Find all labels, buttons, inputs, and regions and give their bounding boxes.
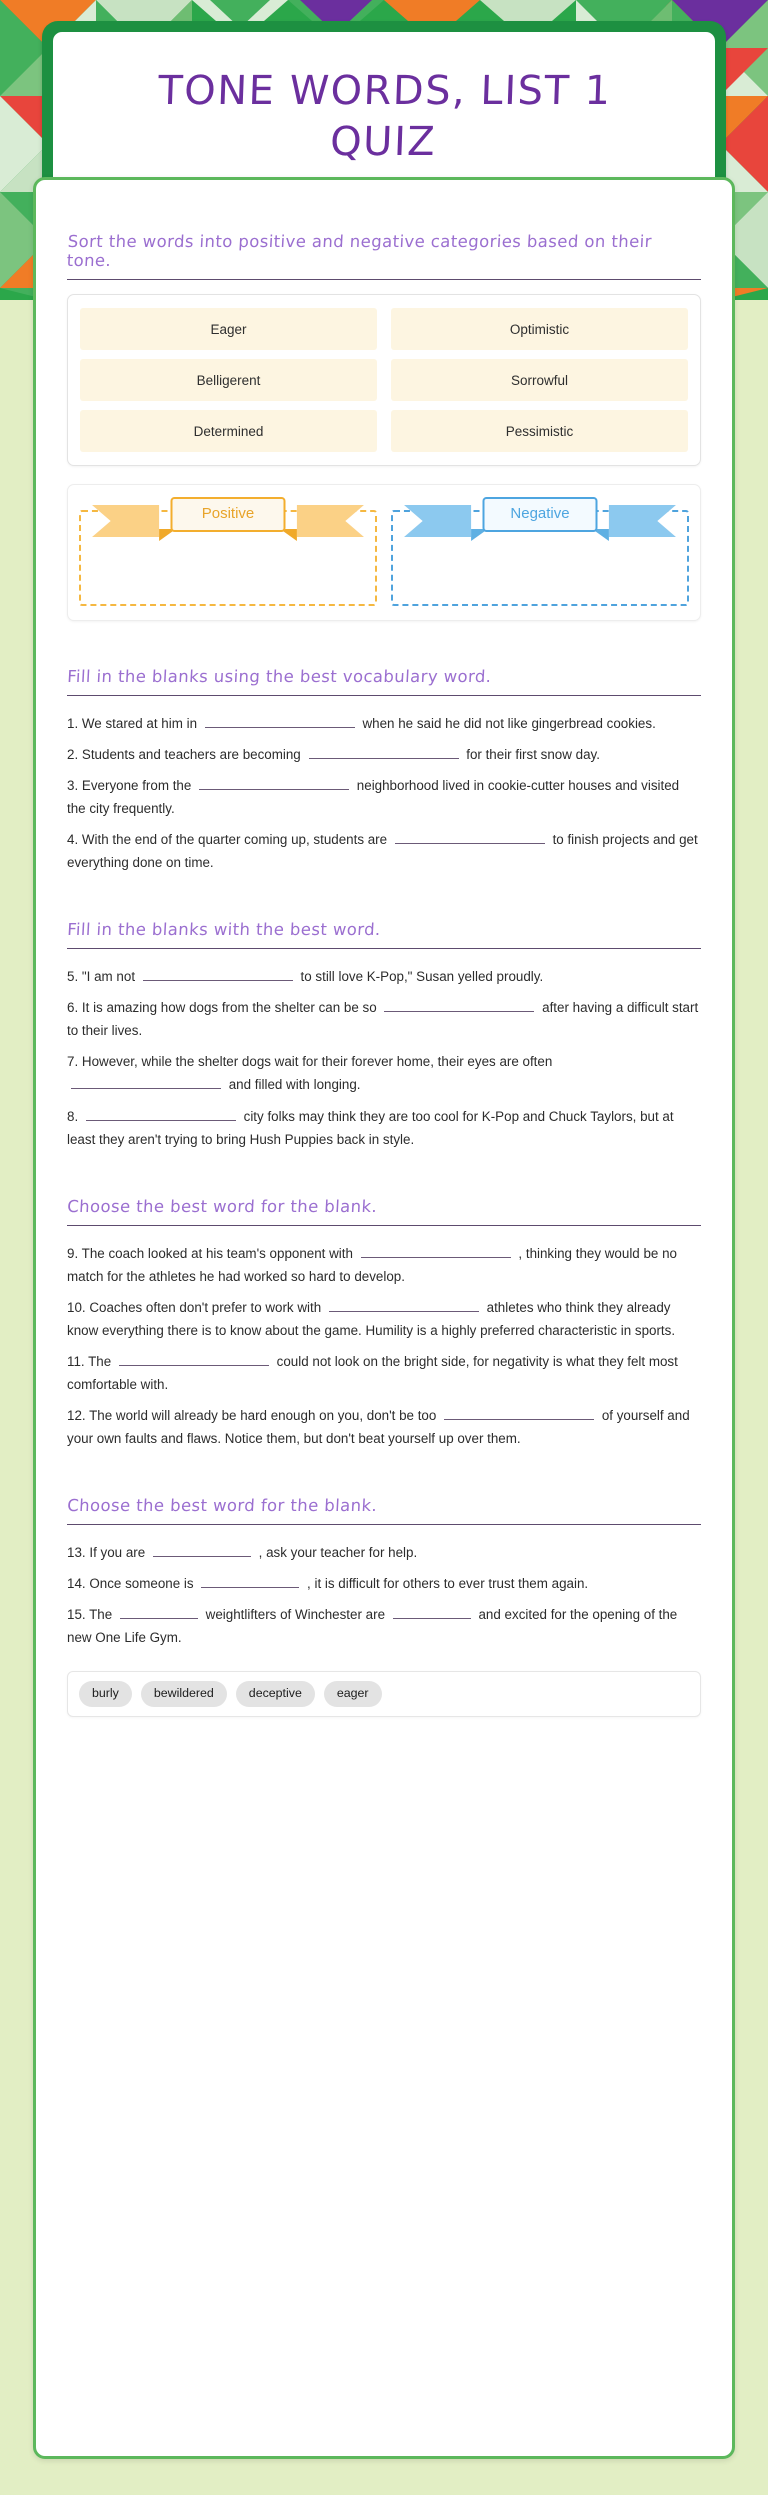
question-text: weightlifters of Winchester are: [205, 1607, 386, 1623]
question-item: [67, 1541, 701, 1564]
question-text: , ask your teacher for help.: [258, 1544, 418, 1560]
section-choose-best-word-2: [67, 1496, 701, 1717]
question-item: [67, 1603, 701, 1649]
dropzone-negative[interactable]: [391, 495, 689, 606]
spacer: [67, 1151, 701, 1197]
question-number: 5.: [67, 969, 79, 985]
question-number: 9.: [67, 1245, 79, 1261]
section-heading-sort: Sort the words into positive and negative categories based on their tone.: [66, 232, 653, 270]
question-number: 3.: [67, 778, 79, 794]
negative-drop-area[interactable]: [391, 510, 689, 606]
question-item: [67, 996, 701, 1042]
page-title: TONE WORDS, LIST 1 QUIZ: [157, 68, 613, 166]
section-heading-fill-vocabulary: Fill in the blanks using the best vocabulary word.: [66, 667, 492, 686]
question-item: [67, 965, 701, 988]
section-rule: [67, 948, 701, 949]
answer-blank[interactable]: [395, 831, 545, 844]
question-number: 14.: [67, 1576, 86, 1592]
question-list: [67, 1539, 701, 1649]
question-text: The world will already be hard enough on you, don't be too: [89, 1407, 437, 1423]
spacer: [67, 1450, 701, 1496]
question-text: city folks may think they are too cool for K-Pop and Chuck Taylors, but at least they aren't trying to bring Hush Puppies back in style.: [67, 1108, 674, 1147]
question-item: [67, 1404, 701, 1450]
word-tile[interactable]: Sorrowful: [391, 359, 688, 401]
word-tile[interactable]: Belligerent: [80, 359, 377, 401]
question-text: , it is difficult for others to ever trust them again.: [307, 1576, 589, 1592]
question-text: With the end of the quarter coming up, students are: [81, 832, 388, 848]
question-text: to finish projects and get everything done on time.: [67, 832, 698, 871]
question-number: 4.: [67, 832, 79, 848]
word-tile[interactable]: Optimistic: [391, 308, 688, 350]
question-text: Once someone is: [89, 1576, 194, 1592]
answer-blank[interactable]: [199, 777, 349, 790]
word-bank-card: [67, 294, 701, 466]
section-choose-best-word-1: [67, 1197, 701, 1450]
answer-blank[interactable]: [309, 746, 459, 759]
word-tile[interactable]: Determined: [80, 410, 377, 452]
question-list: [67, 1240, 701, 1450]
question-text: when he said he did not like gingerbread cookies.: [362, 716, 656, 731]
question-item: [67, 1105, 701, 1151]
dropzone-positive[interactable]: [79, 495, 377, 606]
question-text: It is amazing how dogs from the shelter can be so: [81, 1000, 377, 1016]
question-number: 13.: [67, 1544, 86, 1560]
worksheet-body-card: [33, 177, 735, 2459]
question-text: of yourself and your own faults and flaws. Notice them, but don't beat yourself up over them.: [67, 1407, 690, 1446]
question-number: 8.: [67, 1108, 79, 1124]
question-item: [67, 1242, 701, 1288]
question-text: could not look on the bright side, for negativity is what they felt most comfortable with.: [67, 1353, 678, 1392]
answer-blank[interactable]: [201, 1575, 299, 1588]
question-number: 12.: [67, 1407, 86, 1423]
question-text: and filled with longing.: [228, 1077, 361, 1093]
answer-blank[interactable]: [384, 999, 534, 1012]
question-text: and excited for the opening of the new One Life Gym.: [67, 1607, 678, 1646]
question-text: We stared at him in: [81, 716, 198, 731]
question-number: 11.: [67, 1353, 85, 1369]
question-number: 10.: [67, 1299, 86, 1315]
question-item: [67, 774, 701, 820]
answer-chip[interactable]: deceptive: [236, 1681, 315, 1707]
question-text: If you are: [89, 1544, 146, 1560]
answer-chip[interactable]: eager: [324, 1681, 382, 1707]
question-list: [67, 710, 701, 874]
question-number: 15.: [67, 1607, 86, 1623]
section-fill-vocabulary: [67, 667, 701, 874]
section-heading-fill-best-word: Fill in the blanks with the best word.: [66, 920, 382, 940]
answer-blank[interactable]: [143, 968, 293, 981]
spacer: [67, 874, 701, 920]
question-text: Coaches often don't prefer to work with: [89, 1299, 322, 1315]
positive-drop-area[interactable]: [79, 510, 377, 606]
question-number: 6.: [67, 1000, 79, 1016]
question-number: 2.: [67, 747, 79, 763]
answer-blank[interactable]: [119, 1352, 269, 1365]
answer-chip-bank: [67, 1671, 701, 1717]
question-text: However, while the shelter dogs wait for their forever home, their eyes are often: [81, 1054, 553, 1070]
question-text: athletes who think they already know everything there is to know about the game. Humility is a highly preferred characteristic in sports.: [67, 1299, 676, 1338]
question-item: [67, 1296, 701, 1342]
answer-blank[interactable]: [205, 715, 355, 728]
section-rule: [67, 1524, 701, 1525]
question-item: [67, 743, 701, 766]
question-item: [67, 828, 701, 874]
question-number: 7.: [67, 1054, 79, 1070]
section-rule: [67, 695, 701, 696]
answer-blank[interactable]: [71, 1076, 221, 1089]
question-text: The coach looked at his team's opponent with: [81, 1245, 353, 1261]
question-text: after having a difficult start to their lives.: [67, 1000, 699, 1039]
word-tile[interactable]: Eager: [80, 308, 377, 350]
answer-blank[interactable]: [86, 1107, 236, 1120]
answer-blank[interactable]: [361, 1244, 511, 1257]
question-item: [67, 712, 701, 735]
question-text: Everyone from the: [81, 778, 192, 794]
section-sort-words: [67, 232, 701, 621]
question-text: neighborhood lived in cookie-cutter houses and visited the city frequently.: [67, 778, 680, 817]
question-item: [67, 1050, 701, 1096]
question-text: for their first snow day.: [466, 747, 600, 763]
question-text: , thinking they would be no match for the athletes he had worked so hard to develop.: [67, 1245, 677, 1284]
question-number: 1.: [67, 716, 79, 731]
answer-blank[interactable]: [120, 1606, 198, 1619]
section-fill-best-word: [67, 920, 701, 1150]
question-item: [67, 1572, 701, 1595]
negative-label: Negative: [483, 497, 598, 532]
positive-label: Positive: [171, 497, 286, 532]
section-heading-choose-best-word-1: Choose the best word for the blank.: [66, 1196, 378, 1216]
question-text: to still love K-Pop," Susan yelled proudly.: [300, 969, 544, 985]
section-heading-choose-best-word-2: Choose the best word for the blank.: [66, 1495, 378, 1515]
answer-blank[interactable]: [444, 1407, 594, 1420]
answer-blank[interactable]: [329, 1298, 479, 1311]
question-text: "I am not: [81, 969, 136, 985]
dropzone-container: [67, 484, 701, 621]
question-text: The: [89, 1607, 113, 1623]
question-text: The: [88, 1353, 112, 1369]
answer-blank[interactable]: [153, 1544, 251, 1557]
answer-chip[interactable]: burly: [79, 1681, 132, 1707]
answer-blank[interactable]: [393, 1606, 471, 1619]
question-text: Students and teachers are becoming: [81, 747, 301, 763]
question-item: [67, 1350, 701, 1396]
section-rule: [67, 279, 701, 280]
word-tile[interactable]: Pessimistic: [391, 410, 688, 452]
spacer: [67, 621, 701, 667]
question-list: [67, 963, 701, 1150]
answer-chip[interactable]: bewildered: [141, 1681, 227, 1707]
